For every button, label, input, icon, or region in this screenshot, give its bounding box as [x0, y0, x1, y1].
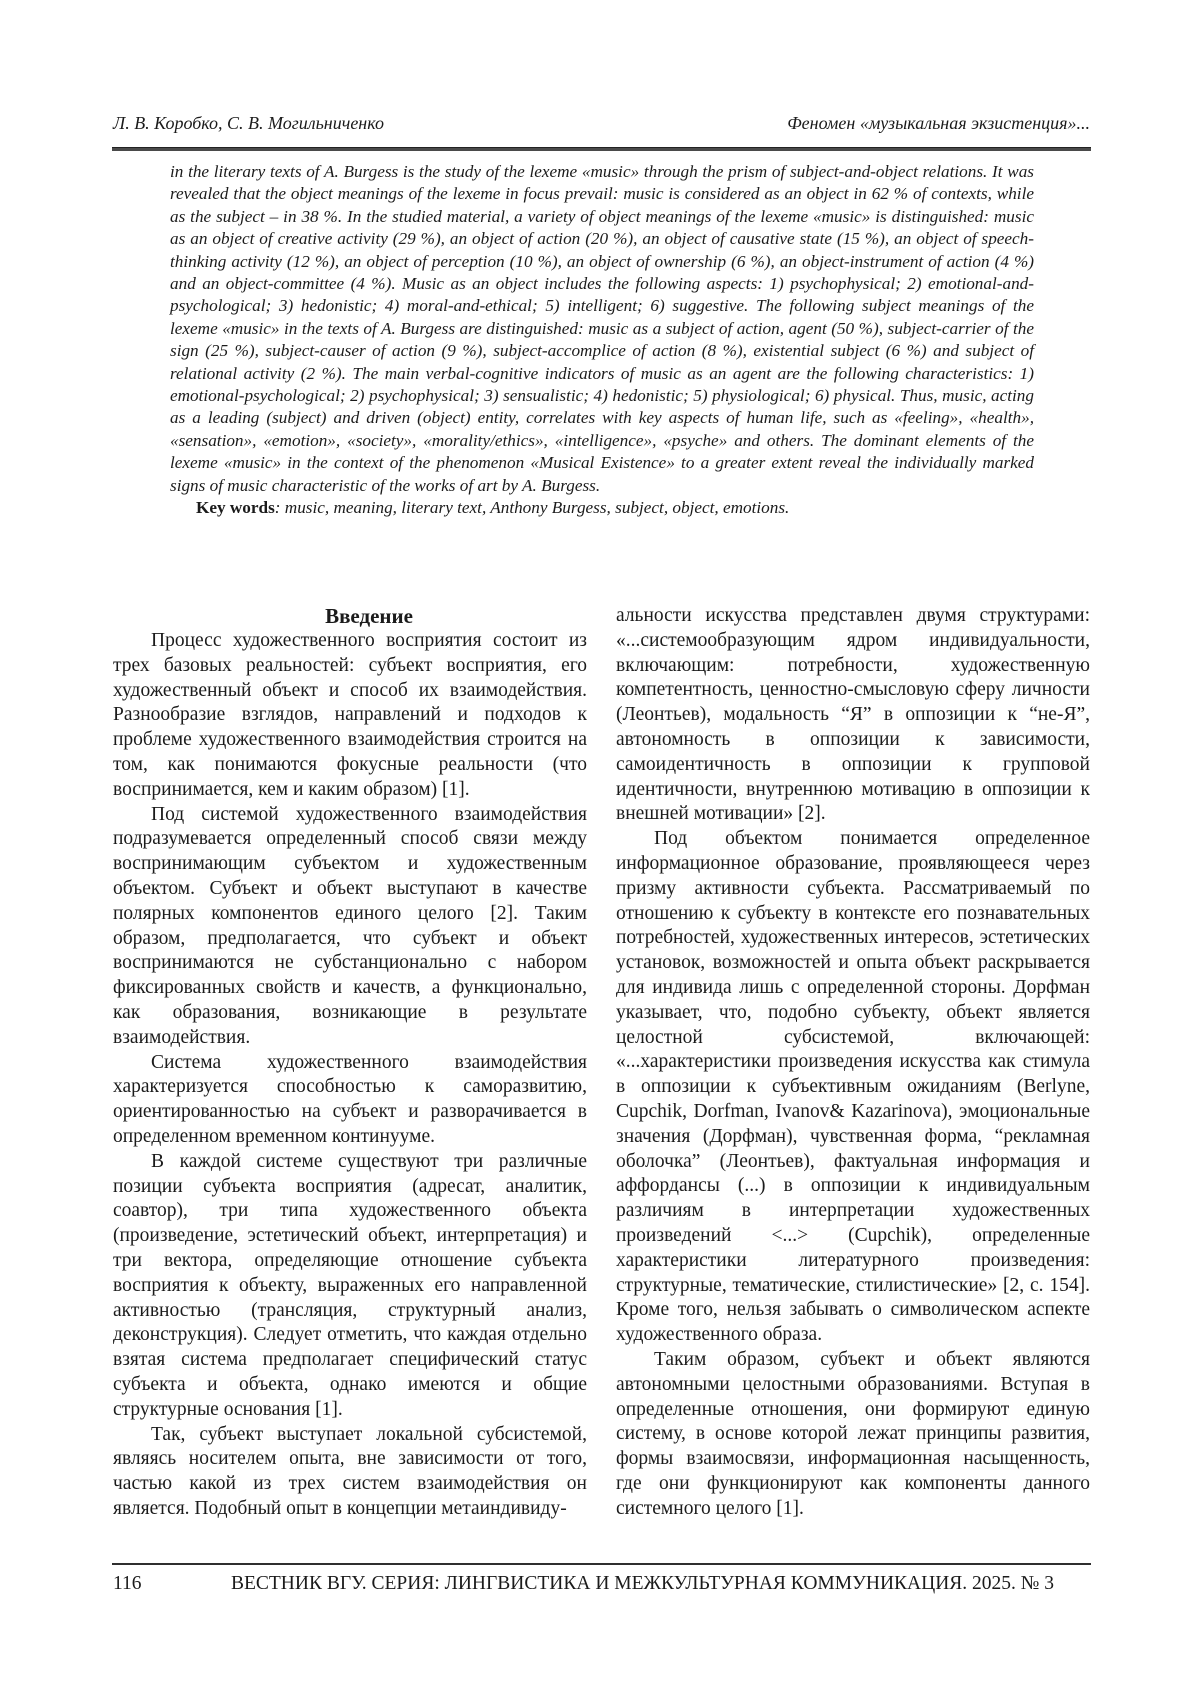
section-heading: Введение [325, 604, 413, 628]
paragraph: Таким образом, субъект и объект являются автономными целостными образованиями. Вступая в определенные отношения, они формируют единую систему, в основе которой лежат принципы развития, формы взаимосвязи, информационная насыщенность, где они функционируют как компоненты данного системного целого [1]. [616, 1348, 1090, 1519]
paragraph: Так, субъект выступает локальной субсистемой, являясь носителем опыта, вне зависимости от того, частью какой из трех систем взаимодействия он является. Подобный опыт в концепции метаиндивиду- [113, 1423, 587, 1519]
running-head [113, 112, 1090, 134]
paragraph: Под системой художественного взаимодействия подразумевается определенный способ связи между воспринимающим субъектом и художественным объектом. Субъект и объект выступают в качестве полярных компонентов единого целого [2]. Таким образом, предполагается, что субъект и объект воспринимаются не субстанционально с набором фиксированных свойств и качеств, а функционально, как образования, возникающие в результате взаимодействия. [113, 803, 587, 1048]
paragraph: Под объектом понимается определенное информационное образование, проявляющееся через призму активности субъекта. Рассматриваемый по отношению к субъекту в контексте его познавательных потребностей, художественных интересов, эстетических установок, возможностей и опыта объект раскрывается для индивида лишь с определенной стороны. Дорфман указывает, что, подобно субъекту, объект является целостной субсистемой, включающей: «...характеристики произведения искусства как стимула в оппозиции к субъективным ожиданиям (Berlyne, Cupchik, Dorfman, Ivanov& Kazarinova), эмоциональные значения (Дорфман), чувственная форма, “рекламная оболочка” (Леонтьев), фактуальная информация и аффордансы (...) в оппозиции к индивидуальным различиям в интерпретации художественных произведений <...> (Cupchik), определенные характеристики литературного произведения: структурные, тематические, стилистические» [2, с. 154]. Кроме того, нельзя забывать о символическом аспекте художественного образа. [616, 828, 1090, 1346]
paragraph: В каждой системе существуют три различные позиции субъекта восприятия (адресат, аналитик, соавтор), три типа художественного объекта (произведение, эстетический объект, интерпретация) и три вектора, определяющие отношение субъекта восприятия к объекту, выраженных его направленной активностью (трансляция, структурный анализ, деконструкция). Следует отметить, что каждая отдельно взятая система предполагает специфический статус субъекта и объекта, однако имеются и общие структурные основания [1]. [113, 1150, 587, 1420]
keywords-line [170, 497, 1034, 519]
abstract-text: in the literary texts of A. Burgess is the study of the lexeme «music» through the prism of subject-and-object relations. It was revealed that the object meanings of the lexeme in focus prevail: music is considered as an object in 62 % of contexts, while as the subject – in 38 %. In the studied material, a variety of object meanings of the lexeme «music» is distinguished: music as an object of creative activity (29 %), an object of action (20 %), an object of causative state (15 %), an object of speech-thinking activity (12 %), an object of perception (10 %), an object of ownership (6 %), an object-instrument of action (4 %) and an object-committee (4 %). Music as an object includes the following aspects: 1) psychophysical; 2) emotional-and-psychological; 3) hedonistic; 4) moral-and-ethical; 5) intelligent; 6) suggestive. The following subject meanings of the lexeme «music» in the texts of A. Burgess are distinguished: music as a subject of action, agent (50 %), subject-carrier of the sign (25 %), subject-causer of action (9 %), subject-accomplice of action (8 %), existential subject (6 %) and subject of relational activity (2 %). The main verbal-cognitive indicators of music as an agent are the following characteristics: 1) emotional-psychological; 2) psychophysical; 3) sensualistic; 4) hedonistic; 5) physiological; 6) physical. Thus, music, acting as a leading (subject) and driven (object) entity, correlates with key aspects of human life, such as «feeling», «health», «sensation», «emotion», «society», «morality/ethics», «intelligence», «psyche» and others. The dominant elements of the lexeme «music» in the context of the phenomenon «Musical Existence» to a greater extent reveal the individually marked signs of music characteristic of the works of art by A. Burgess. [170, 162, 1034, 495]
keywords-text: : music, meaning, literary text, Anthony Burgess, subject, object, emotions. [274, 498, 790, 518]
paragraph: альности искусства представлен двумя структурами: «...системообразующим ядром индивидуальности, включающим: потребности, художественную компетентность, ценностно-смысловую сферу личности (Леонтьев), модальность “Я” в оппозиции к “не-Я”, автономность в оппозиции к зависимости, самоидентичность в оппозиции к групповой идентичности, внутреннюю мотивацию в оппозиции к внешней мотивации» [2]. [616, 605, 1090, 825]
left-column [113, 604, 587, 1522]
abstract-block [170, 161, 1034, 520]
body-columns [113, 604, 1090, 1522]
page-number: 116 [113, 1573, 142, 1594]
paragraph: Система художественного взаимодействия характеризуется способностью к саморазвитию, ориентированностью на субъект и разворачивается в определенном временном континууме. [113, 1051, 587, 1147]
running-head-title: Феномен «музыкальная экзистенция»... [787, 113, 1090, 133]
right-column [616, 604, 1090, 1522]
keywords-label: Key words [196, 498, 275, 518]
page-footer [113, 1572, 1090, 1596]
footer-rule [112, 1563, 1091, 1565]
running-head-authors: Л. В. Коробко, С. В. Могильниченко [113, 113, 384, 133]
header-rule [112, 147, 1091, 151]
paragraph: Процесс художественного восприятия состоит из трех базовых реальностей: субъект восприятия, его художественный объект и способ их взаимодействия. Разнообразие взглядов, направлений и подходов к проблеме художественного взаимодействия строится на том, как понимаются фокусные реальности (что воспринимается, кем и каким образом) [1]. [113, 630, 587, 800]
journal-title: ВЕСТНИК ВГУ. СЕРИЯ: ЛИНГВИСТИКА И МЕЖКУЛЬТУРНАЯ КОММУНИКАЦИЯ. 2025. № 3 [230, 1573, 1055, 1594]
